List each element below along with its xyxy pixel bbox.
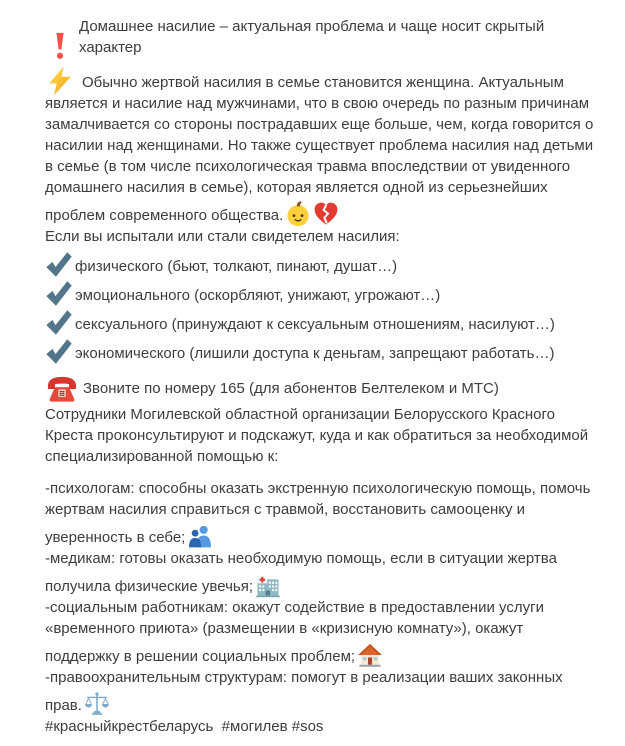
help-item-text: -медикам: готовы оказать необходимую помощь, если в ситуации жертва получила физические увечья; xyxy=(45,550,557,595)
post-title-row xyxy=(45,16,597,61)
help-item-psychologists xyxy=(45,478,597,548)
help-item-medics xyxy=(45,548,597,597)
red-telephone-icon xyxy=(45,374,79,404)
list-item-label: сексуального (принуждают к сексуальным отношениям, насилуют…) xyxy=(75,316,555,333)
red-exclamation-icon xyxy=(45,31,75,61)
help-list xyxy=(45,478,597,716)
list-item xyxy=(45,279,597,307)
staff-paragraph: Сотрудники Могилевской областной организации Белорусского Красного Креста проконсультируют и подскажут, куда и как обратиться за необходимой специализированной помощью к: xyxy=(45,406,589,465)
hotline-row xyxy=(45,374,597,404)
help-item-social-workers xyxy=(45,597,597,667)
hashtags: #красныйкрестбеларусь #могилев #sos xyxy=(45,718,324,735)
post-title: Домашнее насилие – актуальная проблема и чаще носит скрытый характер xyxy=(79,18,545,56)
violence-type-list xyxy=(45,250,597,365)
hotline-text: Звоните по номеру 165 (для абонентов Белтелеком и МТС) xyxy=(83,380,499,397)
list-item-label: эмоционального (оскорбляют, унижают, угрожают…) xyxy=(75,287,441,304)
baby-icon xyxy=(285,201,311,227)
list-item xyxy=(45,250,597,278)
list-item-label: физического (бьют, толкают, пинают, душат…) xyxy=(75,258,398,275)
help-item-text: -психологам: способны оказать экстренную психологическую помощь, помочь жертвам насилия справиться с травмой, восстановить самооценку и уверенность в себе; xyxy=(45,480,591,546)
check-mark-icon xyxy=(45,308,73,336)
lightning-icon xyxy=(45,66,75,96)
witness-line: Если вы испытали или стали свидетелем насилия: xyxy=(45,228,400,245)
broken-heart-icon xyxy=(313,201,339,227)
intro-paragraph xyxy=(45,61,597,226)
list-item-label: экономического (лишили доступа к деньгам, запрещают работать…) xyxy=(75,345,555,362)
hospital-icon xyxy=(255,572,281,598)
check-mark-icon xyxy=(45,250,73,278)
scales-of-justice-icon xyxy=(84,691,110,717)
check-mark-icon xyxy=(45,337,73,365)
list-item xyxy=(45,337,597,365)
help-item-text: -социальным работникам: окажут содействие в предоставлении услуги «временного приюта» (размещении в «кризисную комнату»), окажут поддержку в решении социальных проблем; xyxy=(45,599,544,665)
help-item-law-enforcement xyxy=(45,667,597,716)
check-mark-icon xyxy=(45,279,73,307)
list-item xyxy=(45,308,597,336)
intro-text: Обычно жертвой насилия в семье становится женщина. Актуальным является и насилие над мужчинами, что в свою очередь по разным причинам замалчивается со стороны пострадавших еще больше, чем, когда говорится о насилии над женщинами. Но также существует проблема насилия над детьми в семье (в том числе психологическая травма впоследствии от увиденного домашнего насилия в семье), которая является одной из серьезнейших проблем современного общества. xyxy=(45,74,594,224)
house-icon xyxy=(357,642,383,668)
help-item-text: -правоохранительным структурам: помогут в реализации ваших законных прав. xyxy=(45,669,563,714)
people-consoling-icon xyxy=(187,523,213,549)
